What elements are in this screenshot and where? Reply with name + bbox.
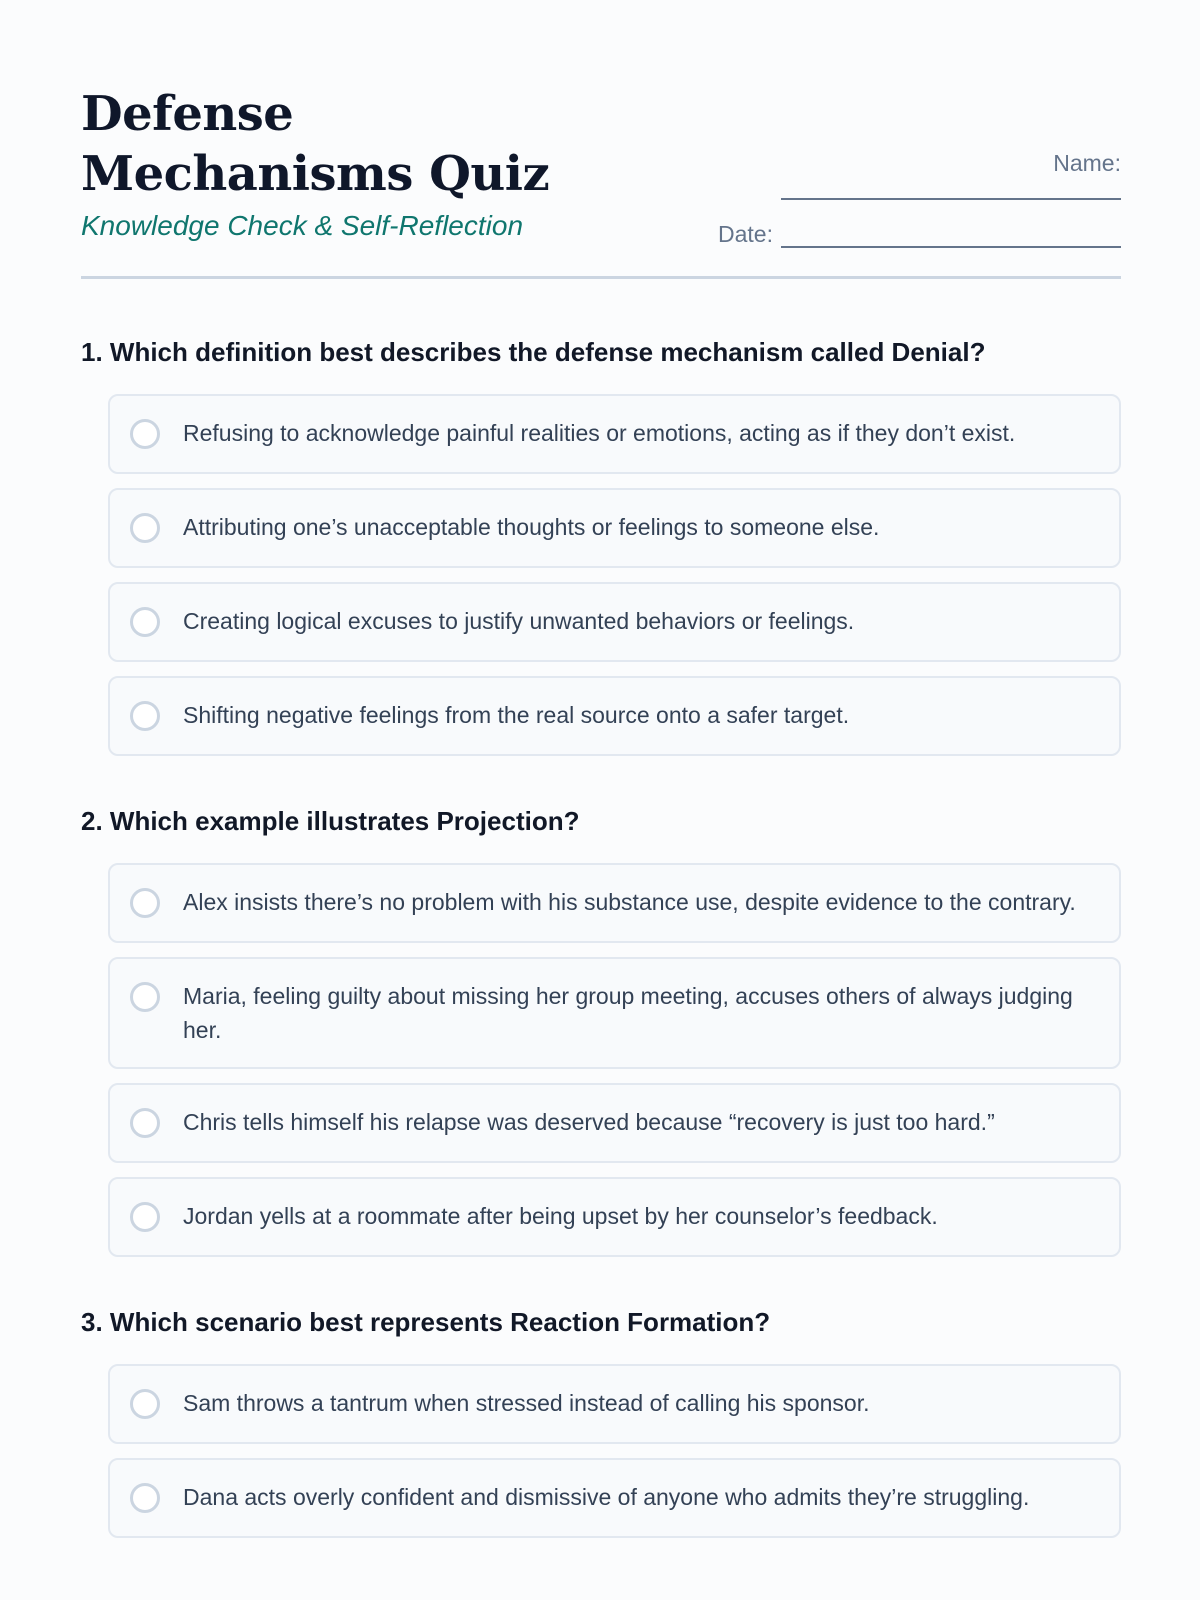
quiz-page [81,84,1121,1552]
answer-options [108,863,1121,1257]
answer-options [108,1364,1121,1538]
answer-option-text: Refusing to acknowledge painful realities or emotions, acting as if they don’t exist. [183,420,1016,446]
quiz-header [81,84,1121,279]
name-field [781,150,1121,177]
answer-option[interactable] [108,1458,1121,1538]
answer-option[interactable] [108,582,1121,662]
name-label: Name: [1053,150,1121,176]
radio-button[interactable] [130,701,160,731]
radio-button[interactable] [130,419,160,449]
answer-option[interactable] [108,394,1121,474]
answer-option-text: Shifting negative feelings from the real source onto a safer target. [183,702,850,728]
radio-button[interactable] [130,888,160,918]
answer-option[interactable] [108,863,1121,943]
date-field [718,216,1121,248]
question-title: 1. Which definition best describes the defense mechanism called Denial? [81,337,986,367]
answer-option-text: Maria, feeling guilty about missing her group meeting, accuses others of always judging her. [183,983,1073,1043]
radio-button[interactable] [130,1483,160,1513]
answer-option[interactable] [108,1364,1121,1444]
question-1 [81,332,1121,756]
answer-option[interactable] [108,676,1121,756]
date-label: Date: [718,221,773,247]
question-title: 2. Which example illustrates Projection? [81,806,580,836]
radio-button[interactable] [130,607,160,637]
date-input-line[interactable] [781,220,1121,248]
radio-button[interactable] [130,513,160,543]
answer-option-text: Jordan yells at a roommate after being upset by her counselor’s feedback. [183,1203,938,1229]
answer-option-text: Sam throws a tantrum when stressed instead of calling his sponsor. [183,1390,870,1416]
radio-button[interactable] [130,1108,160,1138]
radio-button[interactable] [130,982,160,1012]
answer-option[interactable] [108,1083,1121,1163]
answer-option[interactable] [108,1177,1121,1257]
page-title: Defense Mechanisms Quiz [81,86,550,202]
question-3 [81,1302,1121,1538]
question-2 [81,801,1121,1257]
answer-option-text: Alex insists there’s no problem with his substance use, despite evidence to the contrary. [183,889,1076,915]
answer-option-text: Creating logical excuses to justify unwanted behaviors or feelings. [183,608,855,634]
radio-button[interactable] [130,1389,160,1419]
answer-option[interactable] [108,957,1121,1069]
radio-button[interactable] [130,1202,160,1232]
question-title: 3. Which scenario best represents Reaction Formation? [81,1307,771,1337]
name-input-line[interactable] [781,198,1121,200]
answer-option[interactable] [108,488,1121,568]
answer-options [108,394,1121,756]
page-subtitle: Knowledge Check & Self-Reflection [81,210,524,241]
answer-option-text: Attributing one’s unacceptable thoughts or feelings to someone else. [183,514,880,540]
answer-option-text: Dana acts overly confident and dismissive of anyone who admits they’re struggling. [183,1484,1030,1510]
answer-option-text: Chris tells himself his relapse was deserved because “recovery is just too hard.” [183,1109,995,1135]
